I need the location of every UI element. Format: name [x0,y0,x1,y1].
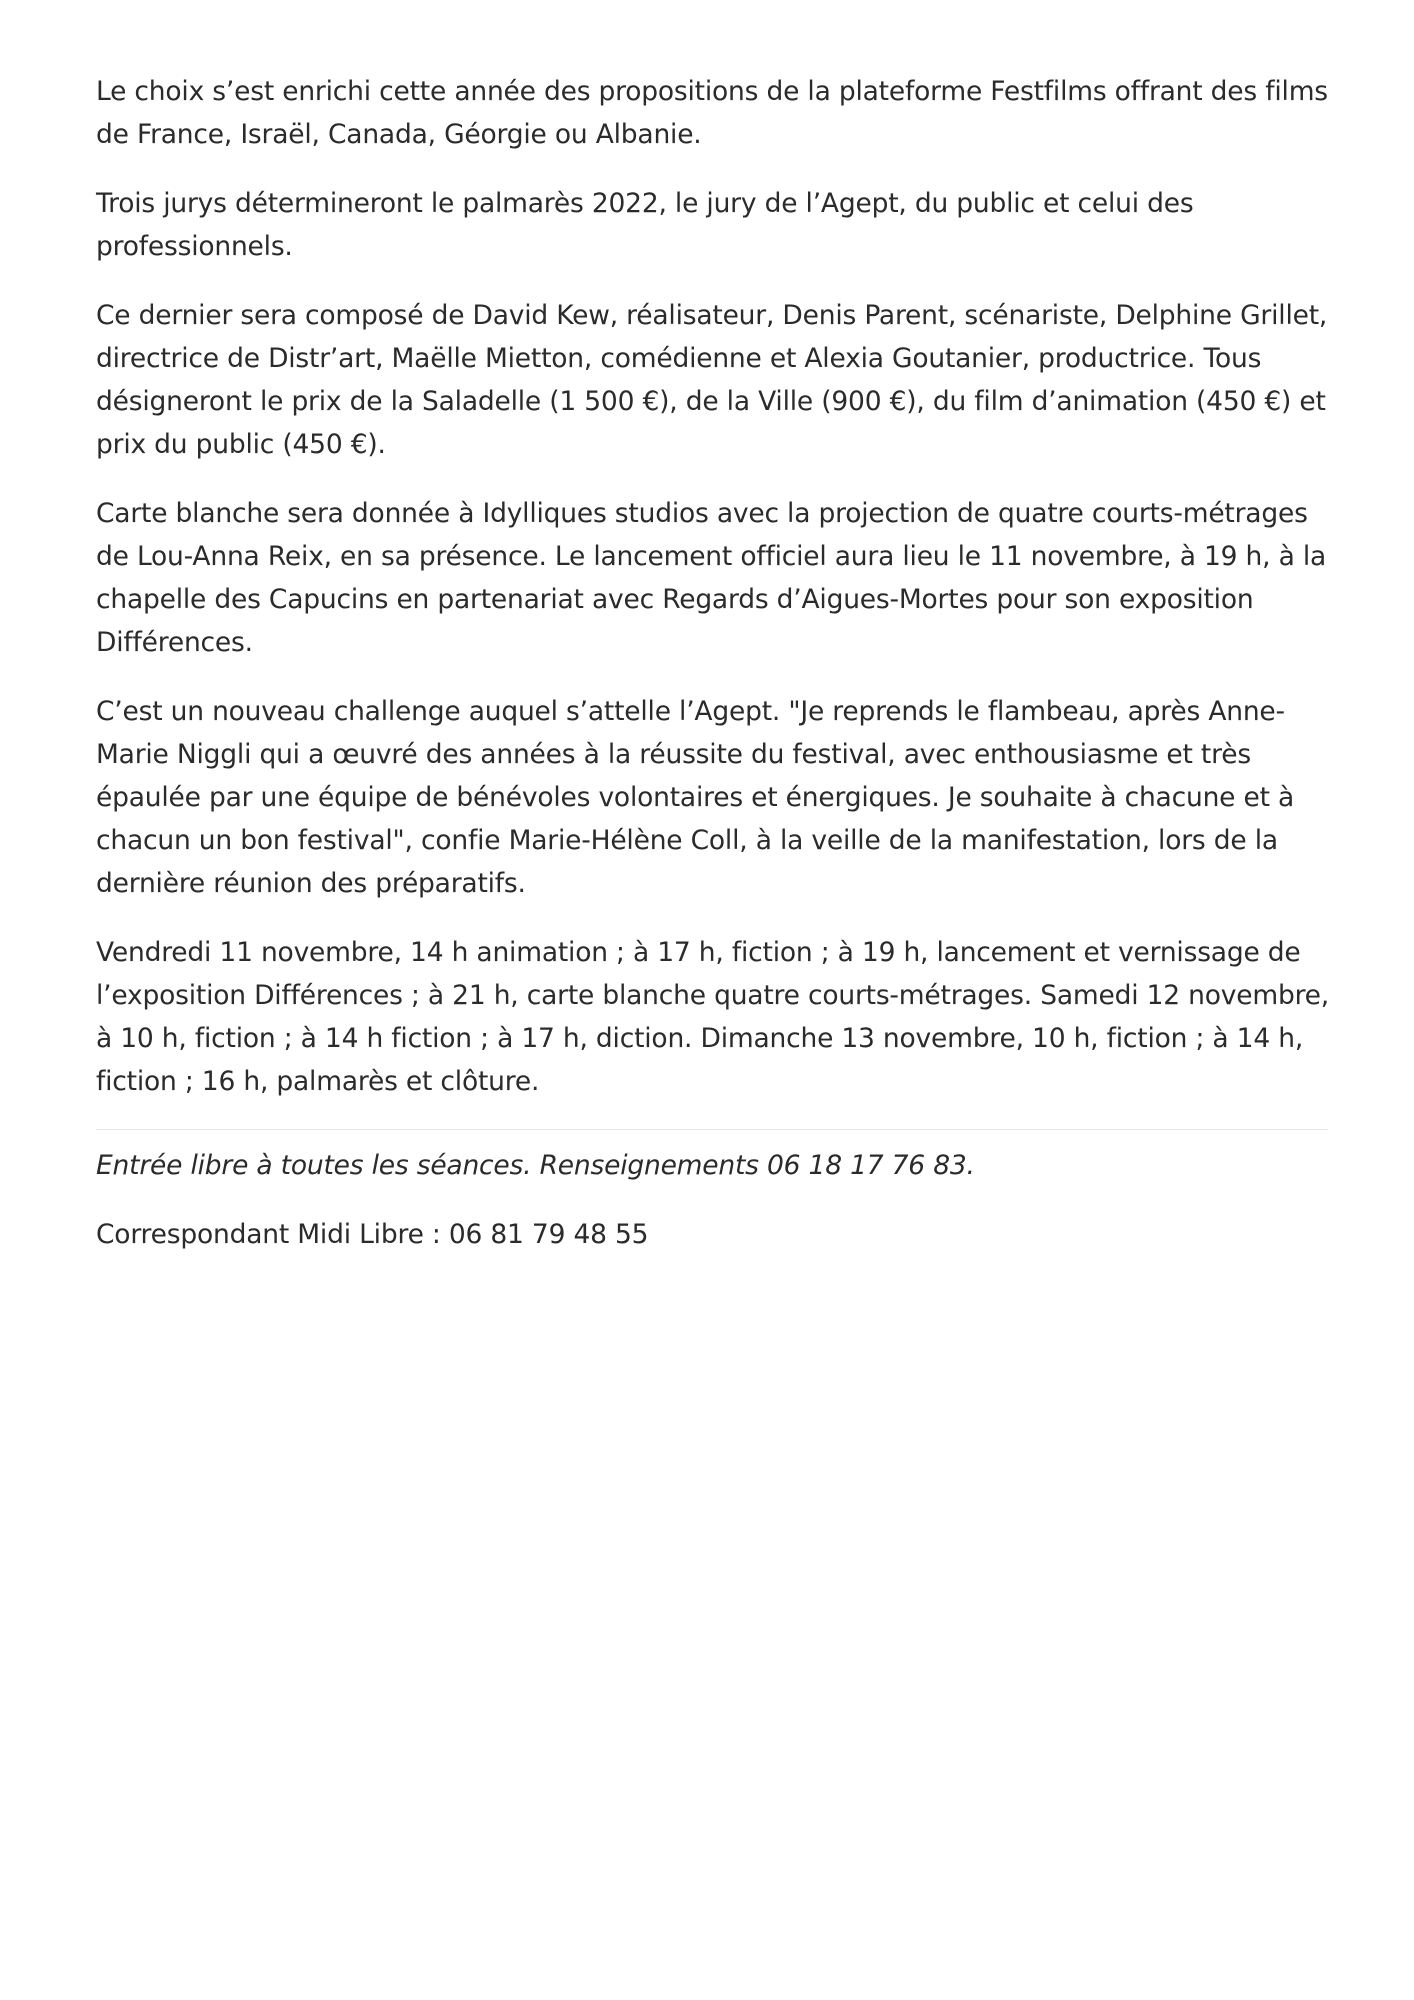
info-note: Entrée libre à toutes les séances. Renseignements 06 18 17 76 83. [96,1150,975,1181]
paragraph-citation: C’est un nouveau challenge auquel s’attelle l’Agept. "Je reprends le flambeau, après Anne-Marie Niggli qui a œuvré des années à la réussite du festival, avec enthousiasme et très épaulée par une équipe de bénévoles volontaires et énergiques. Je souhaite à chacune et à chacun un bon festival", confie Marie-Hélène Coll, à la veille de la manifestation, lors de la dernière réunion des préparatifs. [96,696,1295,899]
correspondent-contact: Correspondant Midi Libre : 06 81 79 48 55 [96,1219,649,1250]
paragraph-festfilms: Le choix s’est enrichi cette année des propositions de la plateforme Festfilms offrant des films de France, Israël, Canada, Géorgie ou Albanie. [96,76,1328,150]
article-body [96,70,1336,1256]
paragraph-jury-professionnel: Ce dernier sera composé de David Kew, réalisateur, Denis Parent, scénariste, Delphine Grillet, directrice de Distr’art, Maëlle Mietton, comédienne et Alexia Goutanier, productrice. Tous désigneront le prix de la Saladelle (1 500 €), de la Ville (900 €), du film d’animation (450 €) et prix du public (450 €). [96,300,1328,460]
paragraph-programme: Vendredi 11 novembre, 14 h animation ; à 17 h, fiction ; à 19 h, lancement et vernissage de l’exposition Différences ; à 21 h, carte blanche quatre courts-métrages. Samedi 12 novembre, à 10 h, fiction ; à 14 h fiction ; à 17 h, diction. Dimanche 13 novembre, 10 h, fiction ; à 14 h, fiction ; 16 h, palmarès et clôture. [96,937,1330,1097]
divider [96,1129,1328,1130]
paragraph-carte-blanche: Carte blanche sera donnée à Idylliques studios avec la projection de quatre courts-métrages de Lou-Anna Reix, en sa présence. Le lancement officiel aura lieu le 11 novembre, à 19 h, à la chapelle des Capucins en partenariat avec Regards d’Aigues-Mortes pour son exposition Différences. [96,498,1327,658]
paragraph-jurys: Trois jurys détermineront le palmarès 2022, le jury de l’Agept, du public et celui des professionnels. [96,188,1194,262]
